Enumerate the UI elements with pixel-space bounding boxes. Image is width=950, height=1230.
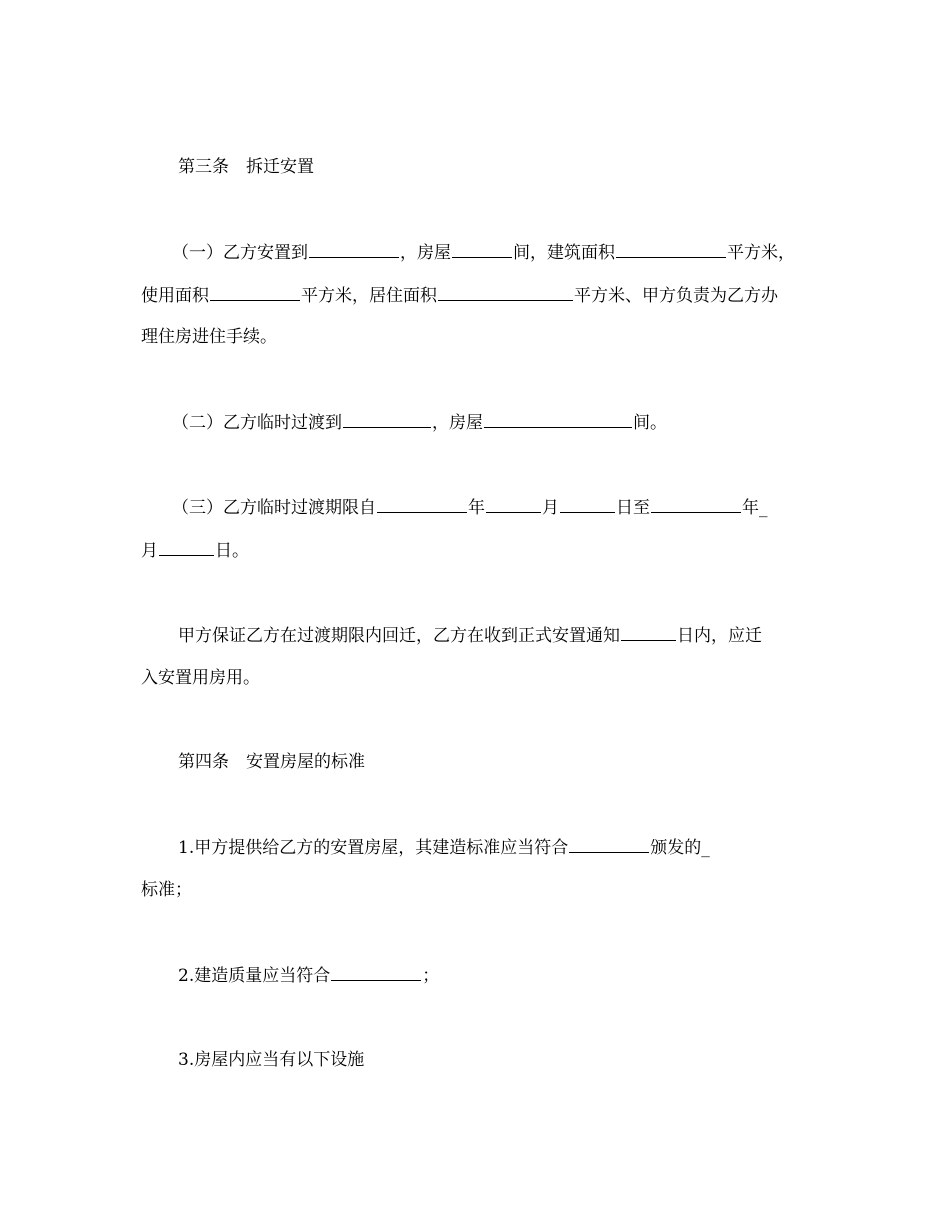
text-segment: ，房屋 <box>432 413 483 433</box>
text-segment: 日。 <box>215 541 249 561</box>
blank-field <box>616 240 726 258</box>
text-segment: 年_ <box>742 498 768 518</box>
text-segment: 日内，应迁 <box>677 626 762 646</box>
text-segment: 月 <box>141 541 158 561</box>
article-4-item-1-line-2: 标准； <box>141 880 192 900</box>
text-segment: 2.建造质量应当符合 <box>178 966 331 986</box>
text-segment: ，房屋 <box>400 243 451 263</box>
text-segment: （二）乙方临时过渡到 <box>172 413 342 433</box>
blank-field <box>569 835 649 853</box>
blank-field <box>159 538 214 556</box>
article-3-title: 第三条 拆迁安置 <box>178 157 314 177</box>
article-4-title: 第四条 安置房屋的标准 <box>178 752 365 772</box>
text-segment: 平方米、甲方负责为乙方办 <box>574 286 778 306</box>
article-3-clause-1-line-3: 理住房进住手续。 <box>141 327 277 347</box>
text-segment: ； <box>422 966 440 986</box>
text-segment: 月 <box>542 498 559 518</box>
text-segment: 1.甲方提供给乙方的安置房屋，其建造标准应当符合 <box>178 838 569 858</box>
blank-field <box>331 963 421 981</box>
blank-field <box>651 495 741 513</box>
article-3-clause-1-line-2 <box>141 283 821 307</box>
article-4-item-3: 3.房屋内应当有以下设施 <box>178 1050 365 1070</box>
text-segment: （一）乙方安置到 <box>172 243 308 263</box>
blank-field <box>377 495 467 513</box>
text-segment: 甲方保证乙方在过渡期限内回迁，乙方在收到正式安置通知 <box>178 626 620 646</box>
text-segment: 间。 <box>633 413 667 433</box>
text-segment: 日至 <box>616 498 650 518</box>
article-3-clause-2 <box>172 410 852 434</box>
text-segment: 使用面积 <box>141 286 209 306</box>
blank-field <box>438 283 573 301</box>
text-segment: 平方米， <box>727 243 795 263</box>
text-segment: 年 <box>468 498 485 518</box>
text-segment: （三）乙方临时过渡期限自 <box>172 498 376 518</box>
blank-field <box>486 495 541 513</box>
article-3-clause-3-line-1 <box>172 495 852 519</box>
blank-field <box>621 623 676 641</box>
article-4-item-2 <box>178 963 858 987</box>
blank-field <box>210 283 300 301</box>
blank-field <box>309 240 399 258</box>
blank-field <box>484 410 632 428</box>
blank-field <box>452 240 512 258</box>
text-segment: 间，建筑面积 <box>513 243 615 263</box>
article-3-clause-3-line-2 <box>141 538 821 562</box>
article-3-paragraph-4-line-1 <box>178 623 858 647</box>
blank-field <box>343 410 431 428</box>
text-segment: 颁发的_ <box>650 838 710 858</box>
blank-field <box>560 495 615 513</box>
text-segment: 平方米，居住面积 <box>301 286 437 306</box>
article-3-clause-1-line-1 <box>172 240 852 264</box>
article-3-paragraph-4-line-2: 入安置用房用。 <box>141 668 260 688</box>
article-4-item-1-line-1 <box>178 835 858 859</box>
